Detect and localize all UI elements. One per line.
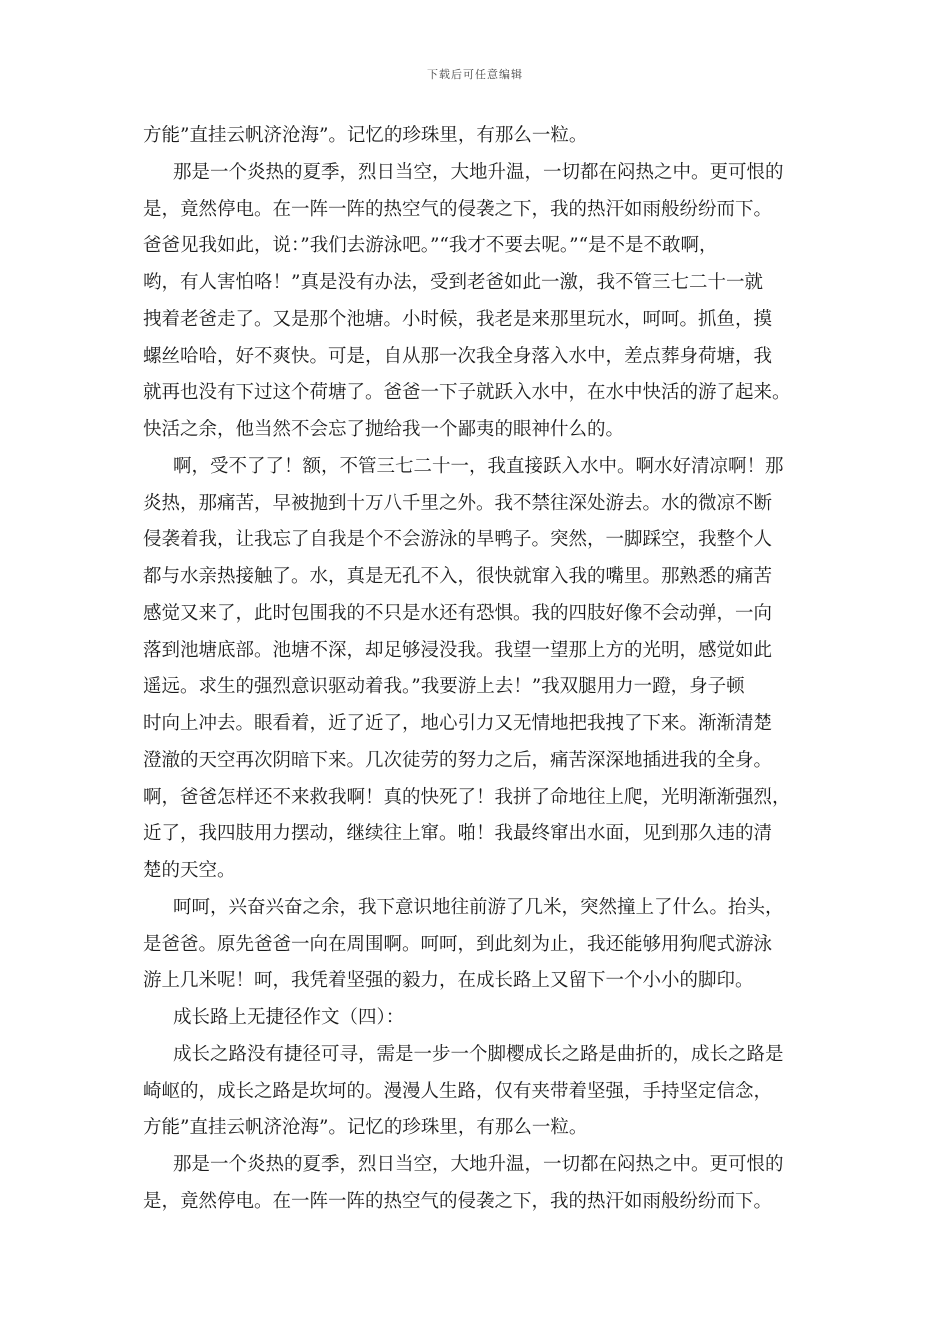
text-line: 成长之路没有捷径可寻，需是一步一个脚樱成长之路是曲折的，成长之路是 [173,1043,784,1065]
page-header: 下载后可任意编辑 [427,68,523,81]
text-line: 成长路上无捷径作文（四）： [173,1007,405,1028]
text-line: 啊，受不了了！额，不管三七二十一，我直接跃入水中。啊水好清凉啊！那 [173,455,784,477]
text-line: 游上几米呢！呵，我凭着坚强的毅力，在成长路上又留下一个小小的脚印。 [143,970,754,992]
text-line: 近了，我四肢用力摆动，继续往上窜。啪！我最终窜出水面，见到那久违的清 [143,823,773,845]
text-line: 那是一个炎热的夏季，烈日当空，大地升温，一切都在闷热之中。更可恨的 [173,161,784,183]
text-line: 炎热，那痛苦，早被抛到十万八千里之外。我不禁往深处游去。水的微凉不断 [143,492,773,514]
text-line: 那是一个炎热的夏季，烈日当空，大地升温，一切都在闷热之中。更可恨的 [173,1154,784,1175]
text-line: 落到池塘底部。池塘不深，却足够浸没我。我望一望那上方的光明，感觉如此 [143,639,773,661]
text-line: 螺丝哈哈，好不爽快。可是，自从那一次我全身落入水中，差点葬身荷塘，我 [143,345,773,367]
text-line: 都与水亲热接触了。水，真是无孔不入，很快就窜入我的嘴里。那熟悉的痛苦 [143,566,773,587]
text-line: 拽着老爸走了。又是那个池塘。小时候，我老是来那里玩水，呵呵。抓鱼，摸 [143,308,773,330]
text-line: 感觉又来了，此时包围我的不只是水还有恐惧。我的四肢好像不会动弹，一向 [143,602,773,624]
text-line: 侵袭着我，让我忘了自我是个不会游泳的旱鸭子。突然，一脚踩空，我整个人 [143,529,773,551]
text-line: 快活之余，他当然不会忘了抛给我一个鄙夷的眼神什么的。 [143,419,625,440]
text-line: 爸爸见我如此，说：”我们去游泳吧。”“我才不要去呢。”“是不是不敢啊， [143,235,718,257]
text-line: 楚的天空。 [143,860,236,881]
text-line: 呵呵，兴奋兴奋之余，我下意识地往前游了几米，突然撞上了什么。抬头， [173,896,784,918]
text-line: 就再也没有下过这个荷塘了。爸爸一下子就跃入水中，在水中快活的游了起来。 [143,382,791,404]
text-line: 崎岖的，成长之路是坎坷的。漫漫人生路，仅有夹带着坚强，手持坚定信念， [143,1080,773,1102]
text-line: 是，竟然停电。在一阵一阵的热空气的侵袭之下，我的热汗如雨般纷纷而下。 [143,1190,773,1212]
text-line: 方能”直挂云帆济沧海”。记忆的珍珠里，有那么一粒。 [143,125,588,146]
text-line: 遥远。求生的强烈意识驱动着我。”我要游上去！”我双腿用力一蹬，身子顿 [143,676,745,698]
text-line: 方能”直挂云帆济沧海”。记忆的珍珠里，有那么一粒。 [143,1117,588,1139]
text-line: 是，竟然停电。在一阵一阵的热空气的侵袭之下，我的热汗如雨般纷纷而下。 [143,198,773,220]
text-line: 是爸爸。原先爸爸一向在周围啊。呵呵，到此刻为止，我还能够用狗爬式游泳 [143,933,773,955]
text-line: 啊，爸爸怎样还不来救我啊！真的快死了！我拼了命地往上爬，光明渐渐强烈， [143,786,791,808]
text-line: 哟，有人害怕咯！”真是没有办法，受到老爸如此一激，我不管三七二十一就 [143,272,763,293]
document-body [143,118,823,1221]
text-line: 澄澈的天空再次阴暗下来。几次徒劳的努力之后，痛苦深深地插进我的全身。 [143,749,773,771]
text-line: 时向上冲去。眼看着，近了近了，地心引力又无情地把我拽了下来。渐渐清楚 [143,713,773,734]
